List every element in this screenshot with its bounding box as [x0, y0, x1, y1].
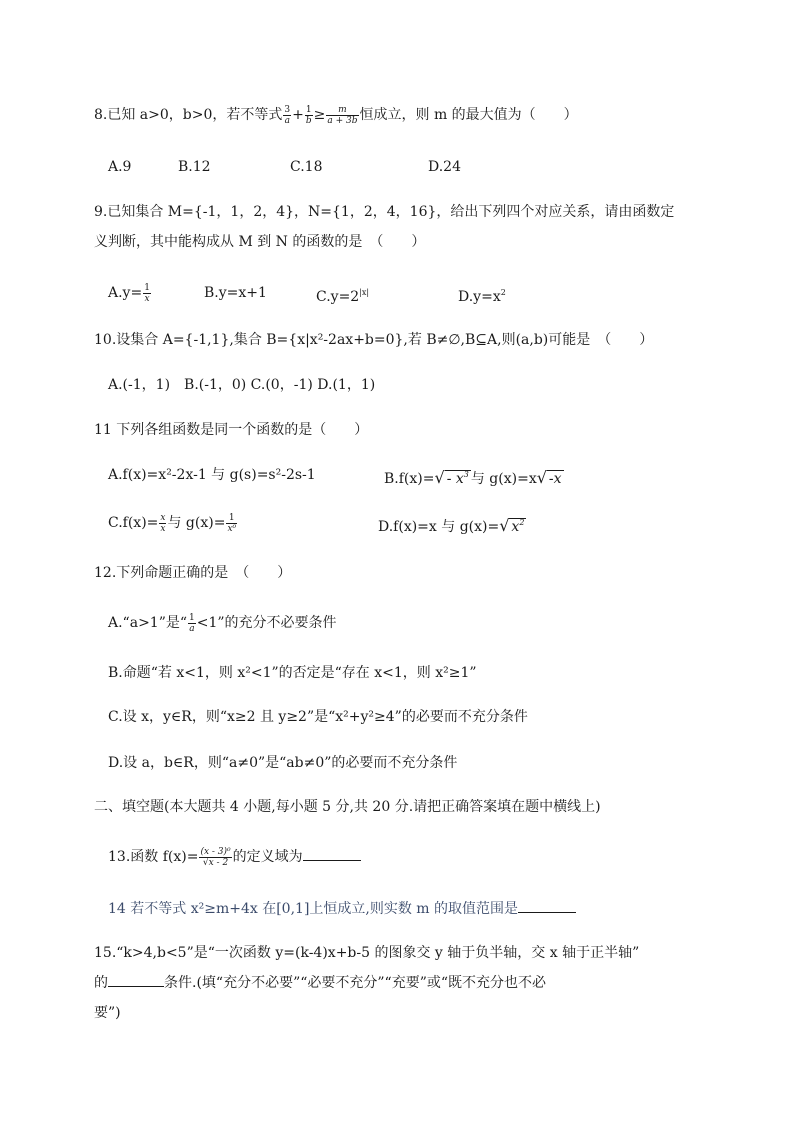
q9-option-b[interactable]: B.y=x+1	[204, 285, 267, 301]
q15-line-2: 的 条件.(填“充分不必要”“必要不充分”“充要”或“既不充分也不必	[94, 972, 546, 994]
q8-option-a[interactable]: A.9	[108, 159, 132, 175]
q8-ge: ≥	[313, 107, 326, 123]
q11-option-a[interactable]: A.f(x)=x²-2x-1 与 g(s)=s²-2s-1	[108, 467, 316, 483]
q8-plus: +	[292, 107, 304, 123]
q8-option-b[interactable]: B.12	[178, 159, 211, 175]
q11-option-d[interactable]: D.f(x)=x 与 g(x)=√ $x^2$	[378, 516, 525, 535]
q8-option-c[interactable]: C.18	[290, 159, 323, 175]
q9-line-1: 9.已知集合 M={-1，1，2，4}，N={1，2，4，16}，给出下列四个对应关系，请由函数定	[94, 204, 675, 220]
q9-option-a[interactable]: A.y= $\frac{1}{x}$	[108, 282, 150, 304]
q10-options[interactable]: A.(-1，1) B.(-1，0) C.(0，-1) D.(1，1)	[108, 377, 376, 393]
q12-stem: 12.下列命题正确的是 （ ）	[94, 565, 292, 581]
question-14: 14 若不等式 x²≥m+4x 在[0,1]上恒成立,则实数 m 的取值范围是	[108, 898, 576, 920]
q9-option-d[interactable]: $D.y=x^2$	[458, 288, 506, 305]
q8-tail: 恒成立，则 m 的最大值为（ ）	[359, 107, 578, 123]
q11-option-b[interactable]: $B.f(x)=√ - x^3$ 与 g(x)=x√ -x	[384, 468, 562, 487]
q8-option-d[interactable]: D.24	[428, 159, 461, 175]
q12-option-d[interactable]: D.设 a，b∈R，则“a≠0”是“ab≠0”的必要而不充分条件	[108, 755, 458, 771]
q11-option-c[interactable]: C.f(x)= $\frac{x}{x}$ 与 g(x)= $\frac{1}{\text{x⁰}}$	[108, 512, 237, 534]
section-2-heading: 二、填空题(本大题共 4 小题,每小题 5 分,共 20 分.请把正确答案填在题中横线上)	[94, 799, 601, 815]
q8-fraction-1: $\frac{3}{a}$	[284, 104, 291, 126]
q13-answer-blank[interactable]	[303, 851, 361, 861]
q12-option-c[interactable]: C.设 x，y∈R，则“x≥2 且 y≥2”是“x²+y²≥4”的必要而不充分条件	[108, 709, 528, 725]
q15-line-1: 15.“k>4,b<5”是“一次函数 y=(k-4)x+b-5 的图象交 y 轴于负半轴，交 x 轴于正半轴”	[94, 945, 640, 961]
q8-fraction-3: $\frac{m}{a + 3b}$	[327, 104, 358, 126]
q11-stem: 11 下列各组函数是同一个函数的是（ ）	[94, 422, 369, 438]
question-8	[94, 104, 578, 126]
q15-line-3: 要”)	[94, 1005, 121, 1021]
q12-option-a[interactable]: A.“a>1”是“ $\frac{1}{a}$ <1”的充分不必要条件	[108, 612, 337, 634]
q14-answer-blank[interactable]	[518, 903, 576, 913]
q13-fraction: $\frac{\text{(x - 3)⁰}}{√x - 2}$	[200, 846, 231, 868]
question-13: 13.函数 f(x)= $\frac{\text{(x - 3)⁰}}{√x - 2}$ 的定义域为	[108, 846, 361, 868]
q9-line-2: 义判断，其中能构成从 M 到 N 的函数的是 （ ）	[94, 234, 426, 250]
q9-option-c[interactable]: $C.y=2^{|x|}$	[316, 288, 370, 305]
q12-option-b[interactable]: B.命题“若 x<1，则 x²<1”的否定是“存在 x<1，则 x²≥1”	[108, 665, 477, 681]
q8-fraction-2: $\frac{1}{b}$	[305, 104, 312, 126]
q8-stem: 8.已知 a>0，b>0，若不等式	[94, 107, 283, 123]
q10-stem: 10.设集合 A={-1,1},集合 B={x|x²-2ax+b=0},若 B≠∅,B⊆A,则(a,b)可能是 （ ）	[94, 332, 654, 348]
q15-answer-blank[interactable]	[108, 972, 164, 987]
